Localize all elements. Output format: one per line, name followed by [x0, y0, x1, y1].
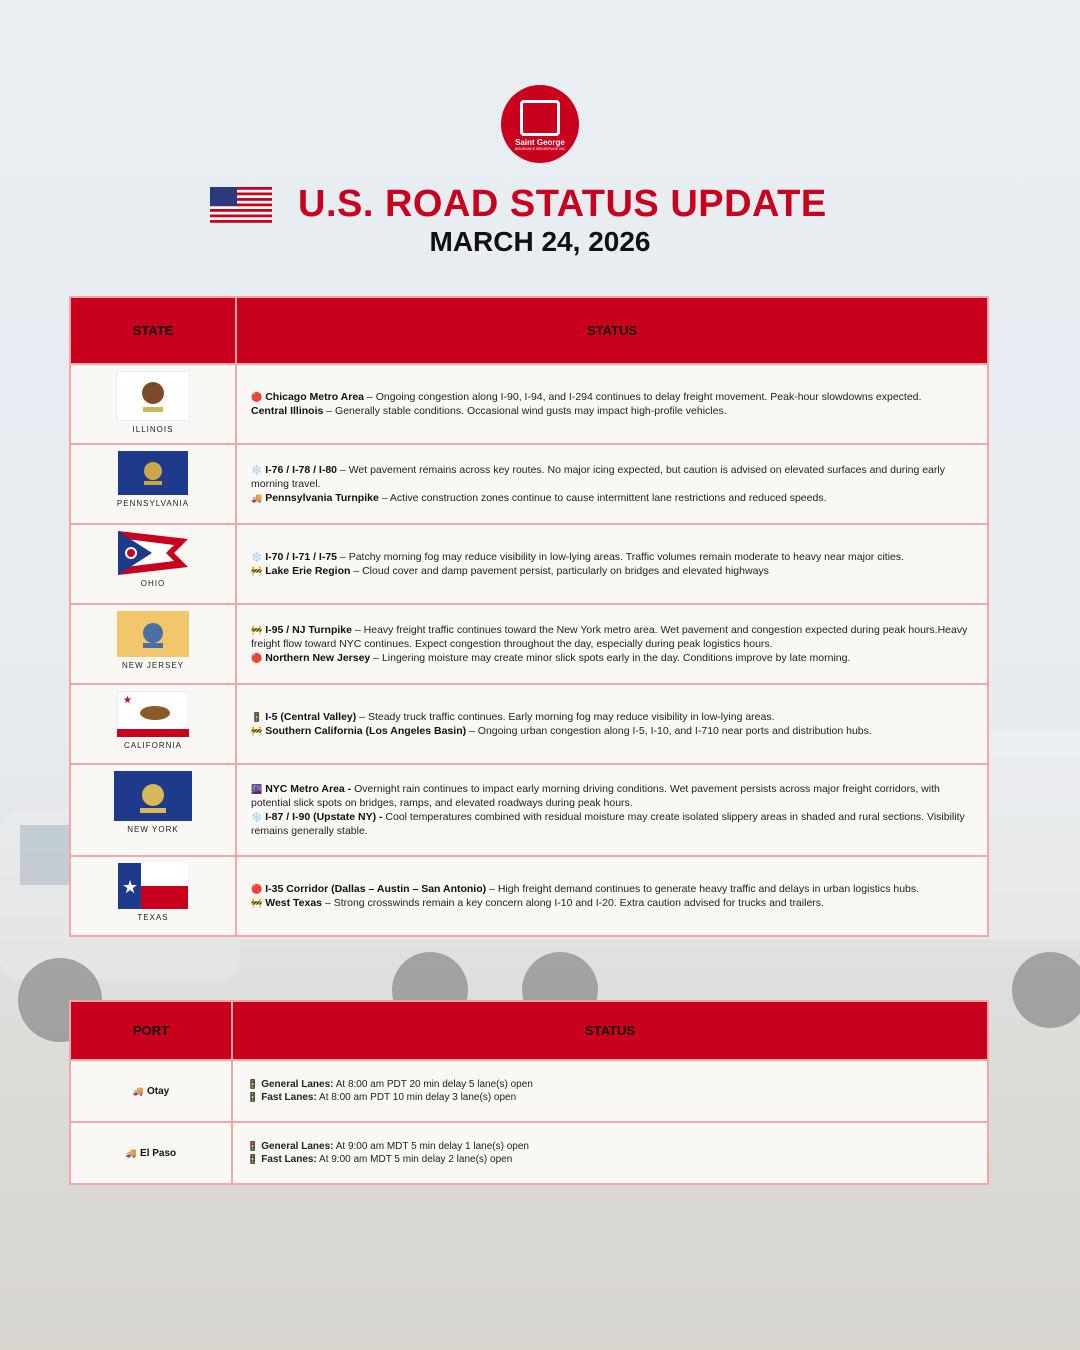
status-line: [251, 463, 973, 491]
state-cell: [70, 364, 236, 444]
status-location: I-5 (Central Valley): [265, 711, 357, 723]
state-row: [70, 444, 988, 524]
lane-type: General Lanes:: [261, 1141, 334, 1152]
status-line: [251, 564, 973, 578]
red-circle-icon: 🔴: [251, 392, 263, 402]
status-location: West Texas: [265, 897, 323, 909]
lane-status-line: [247, 1078, 973, 1091]
construction-icon: 🚧: [251, 566, 263, 576]
state-column-header: STATE: [70, 297, 236, 364]
state-status-cell: [236, 764, 988, 856]
state-name: PENNSYLVANIA: [116, 499, 190, 508]
status-location: NYC Metro Area -: [265, 783, 352, 795]
port-status-cell: [232, 1060, 988, 1122]
status-location: I-87 / I-90 (Upstate NY) -: [265, 811, 383, 823]
state-status-cell: [236, 684, 988, 764]
status-line: [251, 896, 973, 910]
status-description: – Heavy freight traffic continues toward the New York metro area. Wet pavement and congestion expected during peak hours.Heavy freight flow toward NYC continues. Expect congestion throughout the day, especially during peak logistics hours.: [251, 624, 968, 650]
status-line: [251, 390, 973, 404]
brand-name: Saint George: [515, 137, 565, 147]
state-name: ILLINOIS: [132, 425, 174, 434]
new-jersey-flag-icon: [71, 611, 235, 657]
status-description: – Generally stable conditions. Occasional wind gusts may impact high-profile vehicles.: [323, 405, 727, 417]
status-description: – Active construction zones continue to cause intermittent lane restrictions and reduced speeds.: [378, 492, 827, 504]
state-row: [70, 604, 988, 684]
state-status-table: [69, 296, 989, 937]
port-name-cell: [70, 1060, 232, 1122]
snowflake-icon: ❄️: [251, 465, 263, 475]
illinois-flag-icon: [71, 371, 235, 421]
status-line: [251, 550, 973, 564]
traffic-light-icon: 🚦: [247, 1079, 259, 1089]
page-title: U.S. ROAD STATUS UPDATE: [298, 183, 827, 225]
status-location: Pennsylvania Turnpike: [265, 492, 379, 504]
state-cell: [70, 444, 236, 524]
traffic-light-icon: 🚦: [247, 1141, 259, 1151]
status-location: I-35 Corridor (Dallas – Austin – San Antonio): [265, 883, 487, 895]
status-line: [251, 710, 973, 724]
state-status-cell: [236, 444, 988, 524]
lane-delay: At 8:00 am PDT 20 min delay 5 lane(s) open: [333, 1079, 533, 1090]
status-line: [251, 782, 973, 810]
state-row: [70, 856, 988, 936]
status-description: – Strong crosswinds remain a key concern along I-10 and I-20. Extra caution advised for trucks and trailers.: [322, 897, 824, 909]
state-name: CALIFORNIA: [123, 741, 182, 750]
state-name: NEW YORK: [127, 825, 179, 834]
state-name: NEW JERSEY: [121, 661, 184, 670]
truck-icon: 🚚: [125, 1147, 138, 1158]
status-column-header: STATUS: [236, 297, 988, 364]
state-cell: [70, 684, 236, 764]
state-row: [70, 764, 988, 856]
lane-status-line: [247, 1140, 973, 1153]
port-name: El Paso: [140, 1147, 177, 1159]
port-column-header: PORT: [70, 1001, 232, 1060]
status-location: Southern California (Los Angeles Basin): [265, 725, 467, 737]
status-location: I-95 / NJ Turnpike: [265, 624, 352, 636]
lane-type: Fast Lanes:: [261, 1154, 317, 1165]
status-location: Central Illinois: [251, 405, 324, 417]
status-line: [251, 491, 973, 505]
truck-icon: 🚚: [251, 493, 263, 503]
texas-flag-icon: [71, 863, 235, 909]
status-line: [251, 724, 973, 738]
status-line: [251, 810, 973, 838]
state-cell: [70, 604, 236, 684]
snowflake-icon: ❄️: [251, 812, 263, 822]
state-name: OHIO: [140, 579, 166, 588]
status-location: Northern New Jersey: [265, 652, 371, 664]
state-cell: [70, 524, 236, 604]
update-date: MARCH 24, 2026: [429, 226, 651, 257]
pennsylvania-flag-icon: [71, 451, 235, 495]
state-name: TEXAS: [137, 913, 169, 922]
status-line: [251, 404, 973, 418]
new-york-flag-icon: [71, 771, 235, 821]
saint-george-logo: [501, 85, 579, 163]
lane-status-line: [247, 1091, 973, 1104]
status-line: [251, 651, 973, 665]
red-circle-icon: 🔴: [251, 653, 263, 663]
port-status-table: [69, 1000, 989, 1185]
status-location: I-70 / I-71 / I-75: [265, 551, 338, 563]
status-description: – Ongoing urban congestion along I-5, I-10, and I-710 near ports and distribution hubs.: [466, 725, 872, 737]
dragon-emblem-icon: [520, 100, 560, 136]
status-location: Lake Erie Region: [265, 565, 351, 577]
state-status-cell: [236, 364, 988, 444]
status-description: – Lingering moisture may create minor slick spots early in the day. Conditions improve by late morning.: [370, 652, 851, 664]
svg-text:★: ★: [123, 695, 132, 706]
status-location: I-76 / I-78 / I-80: [265, 464, 338, 476]
port-name: Otay: [146, 1085, 170, 1097]
state-status-cell: [236, 856, 988, 936]
status-description: – High freight demand continues to generate heavy traffic and delays in urban logistics hubs.: [486, 883, 920, 895]
port-name-cell: [70, 1122, 232, 1184]
snowflake-icon: ❄️: [251, 552, 263, 562]
construction-icon: 🚧: [251, 625, 263, 635]
status-description: – Steady truck traffic continues. Early morning fog may reduce visibility in low-lying areas.: [356, 711, 775, 723]
lane-type: General Lanes:: [261, 1079, 334, 1090]
city-icon: 🌆: [251, 784, 263, 794]
traffic-light-icon: 🚦: [251, 712, 263, 722]
construction-icon: 🚧: [251, 898, 263, 908]
red-circle-icon: 🔴: [251, 884, 263, 894]
brand-tagline: INSURANCE BROKERAGE INC: [514, 146, 566, 151]
state-row: [70, 684, 988, 764]
status-line: [251, 623, 973, 651]
california-flag-icon: [71, 691, 235, 737]
state-cell: [70, 856, 236, 936]
state-row: [70, 524, 988, 604]
port-row: [70, 1060, 988, 1122]
status-description: – Patchy morning fog may reduce visibility in low-lying areas. Traffic volumes remain moderate to heavy near major cities.: [337, 551, 905, 563]
lane-type: Fast Lanes:: [261, 1092, 317, 1103]
status-description: Overnight rain continues to impact early morning driving conditions. Wet pavement persists across major freight corridors, with potential slick spots on bridges, ramps, and elevated roadways during peak hours.: [251, 783, 940, 809]
lane-status-line: [247, 1153, 973, 1166]
port-status-cell: [232, 1122, 988, 1184]
truck-icon: 🚚: [132, 1085, 144, 1096]
traffic-light-icon: 🚦: [247, 1092, 259, 1102]
port-status-column-header: STATUS: [232, 1001, 988, 1060]
construction-icon: 🚧: [251, 726, 263, 736]
state-status-cell: [236, 524, 988, 604]
status-location: Chicago Metro Area: [265, 391, 365, 403]
lane-delay: At 9:00 am MDT 5 min delay 1 lane(s) open: [333, 1141, 529, 1152]
ohio-flag-icon: [71, 531, 235, 575]
state-status-cell: [236, 604, 988, 684]
us-flag-icon: [210, 187, 272, 223]
state-row: [70, 364, 988, 444]
state-cell: [70, 764, 236, 856]
lane-delay: At 9:00 am MDT 5 min delay 2 lane(s) open: [316, 1154, 513, 1165]
port-row: [70, 1122, 988, 1184]
status-description: – Wet pavement remains across key routes. No major icing expected, but caution is advised on elevated surfaces and during early morning travel.: [251, 464, 945, 490]
svg-text:★: ★: [122, 877, 139, 897]
status-description: – Cloud cover and damp pavement persist, particularly on bridges and elevated highways: [350, 565, 769, 577]
status-description: Cool temperatures combined with residual moisture may create isolated slippery areas in shaded and rural sections. Visibility remains generally stable.: [251, 811, 965, 837]
status-description: – Ongoing congestion along I-90, I-94, and I-294 continues to delay freight movement. Peak-hour slowdowns expected.: [364, 391, 922, 403]
lane-delay: At 8:00 am PDT 10 min delay 3 lane(s) open: [316, 1092, 517, 1103]
status-line: [251, 882, 973, 896]
traffic-light-icon: 🚦: [247, 1154, 259, 1164]
